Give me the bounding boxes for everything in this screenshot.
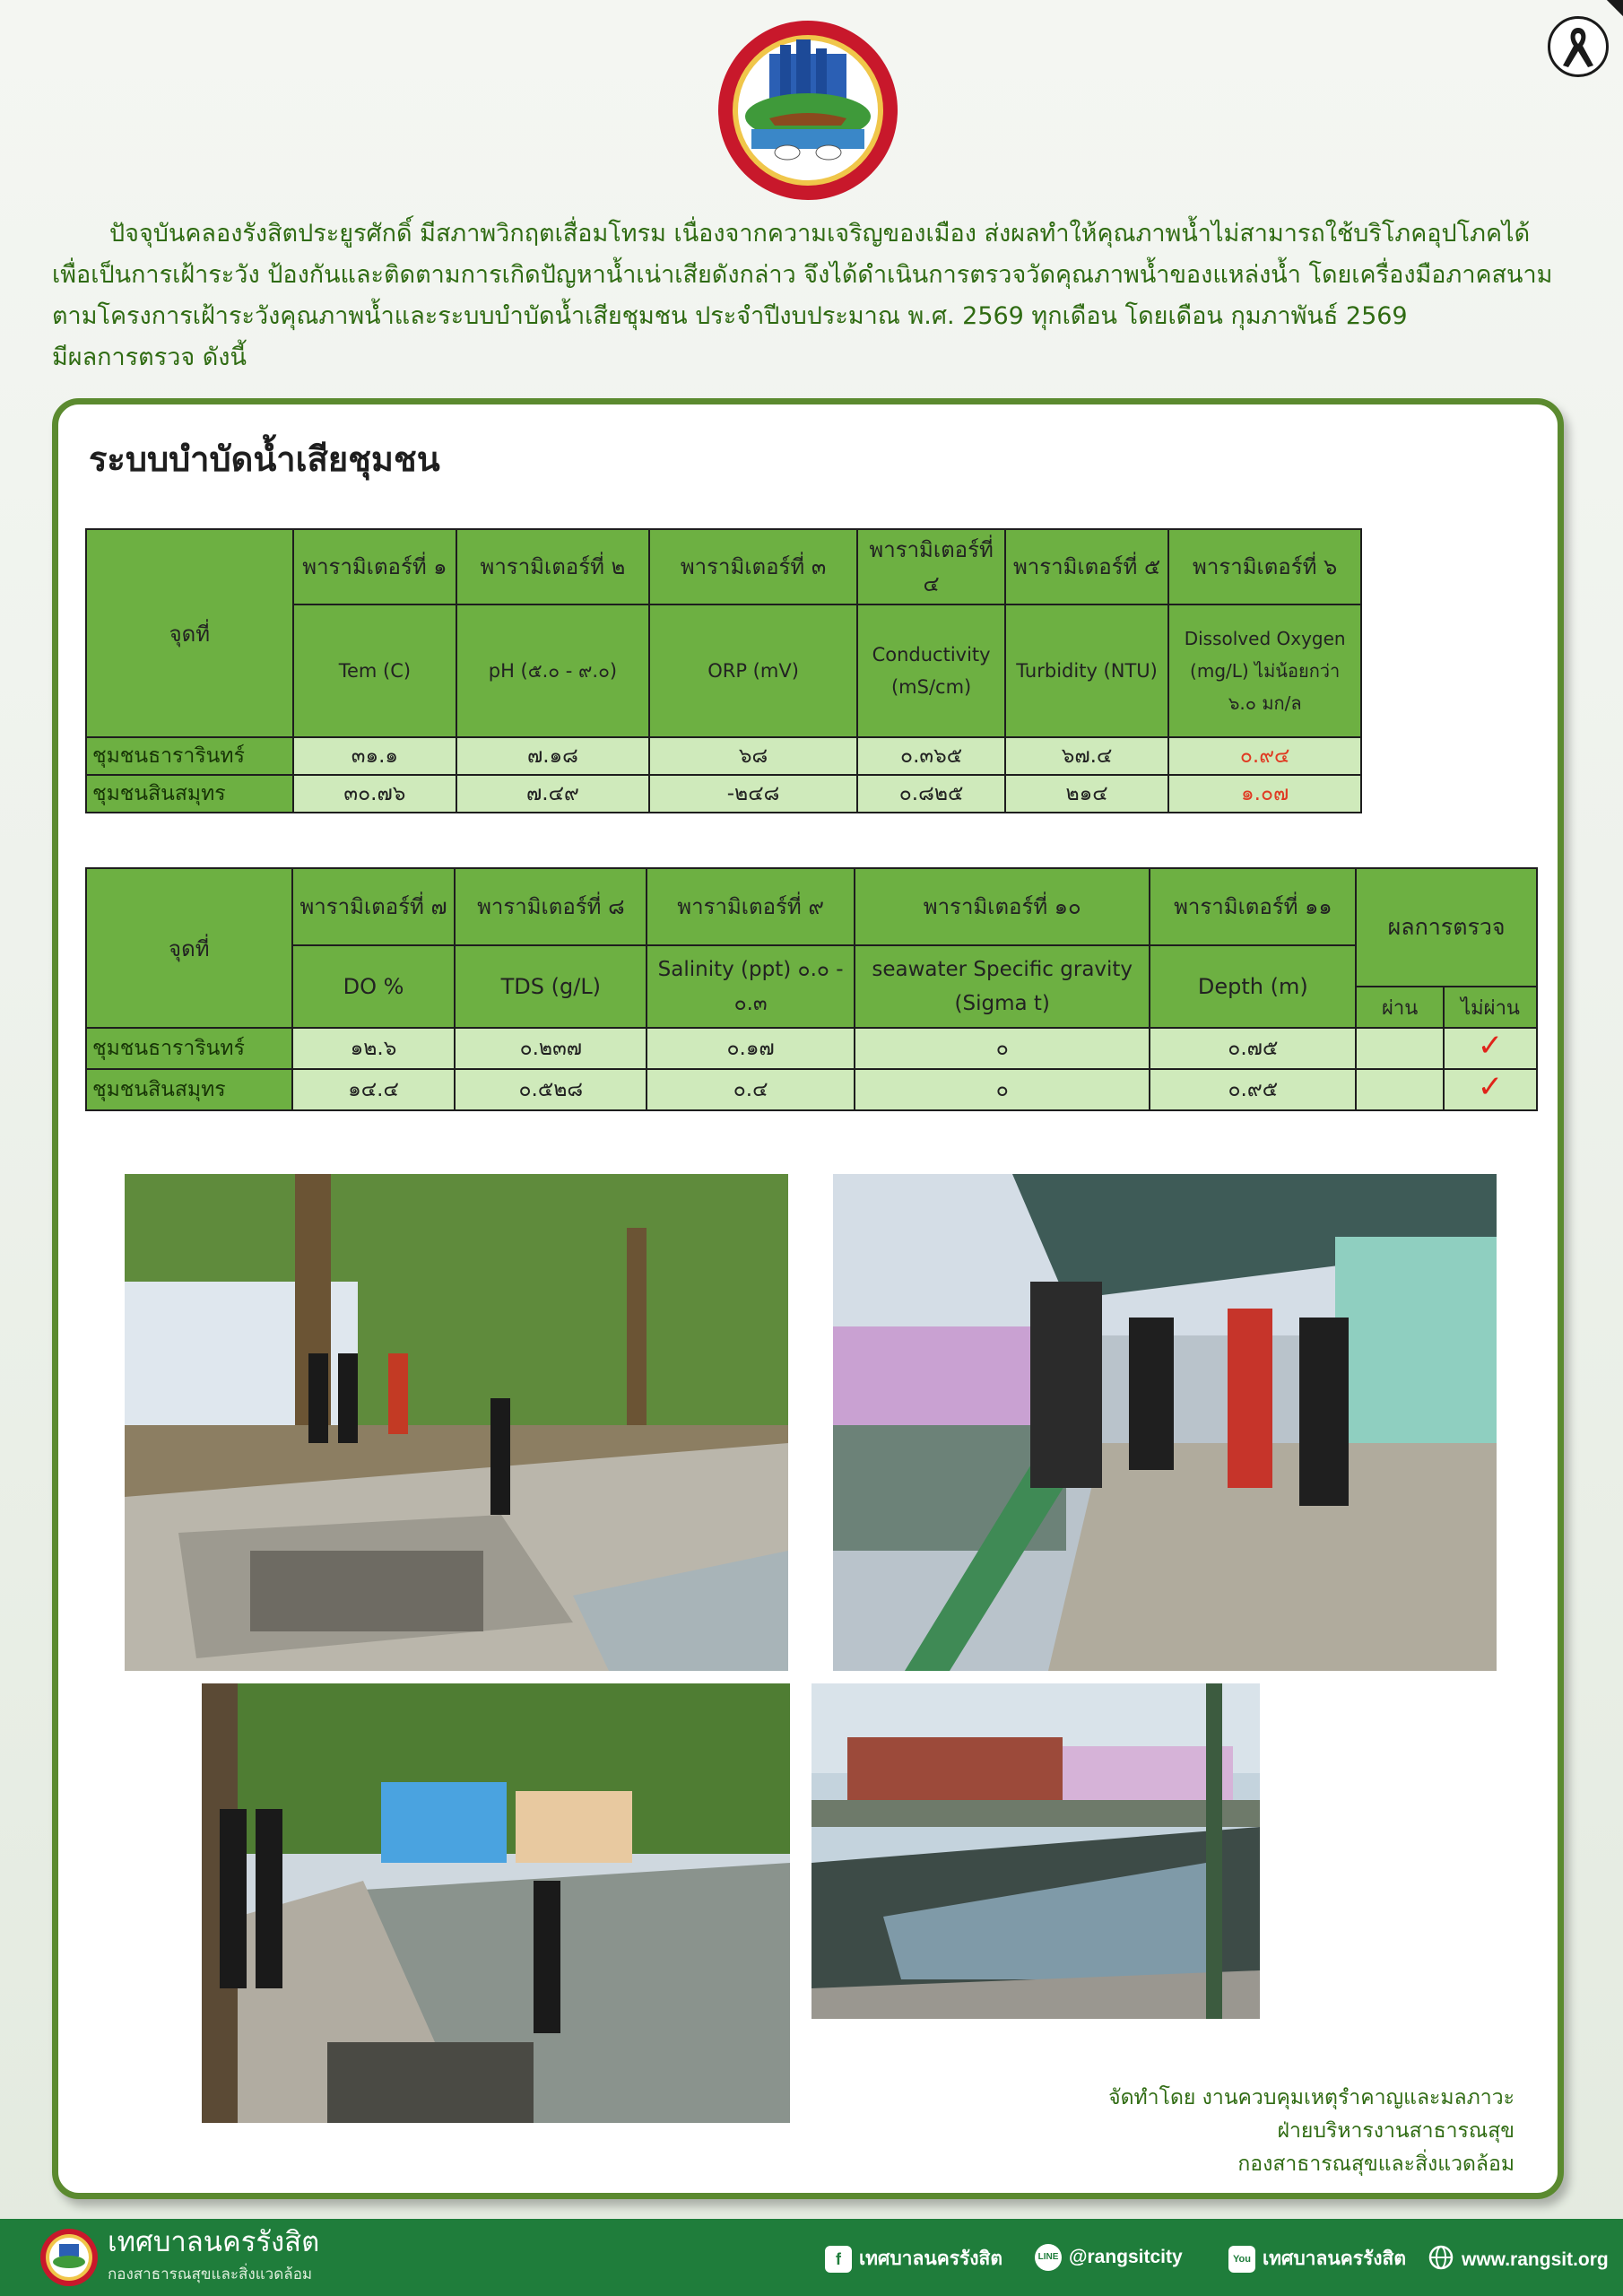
value-cell: ๗.๑๘ — [456, 737, 649, 775]
credit-block — [1108, 2082, 1515, 2181]
location-cell: ชุมชนธารารินทร์ — [86, 737, 293, 775]
results-card — [52, 398, 1564, 2199]
param-label: พารามิเตอร์ที่ ๑๐ — [855, 868, 1150, 945]
table-row — [86, 775, 1361, 813]
value-cell: ๑๔.๔ — [292, 1069, 456, 1110]
mourning-ribbon — [1506, 0, 1623, 117]
intro-line-3: ตามโครงการเฝ้าระวังคุณภาพน้ำและระบบบำบัดน้ำเสียชุมชน ประจำปีงบประมาณ พ.ศ. 2569 ทุกเดือน โดยเดือน กุมภาพันธ์ 2569 — [52, 302, 1408, 330]
footer-emblem — [39, 2228, 99, 2287]
value-cell: ๐.๒๓๗ — [455, 1028, 647, 1069]
location-header: จุดที่ — [86, 529, 293, 737]
value-cell: ๓๑.๑ — [293, 737, 457, 775]
facebook-link[interactable] — [825, 2244, 1002, 2274]
fail-cell — [1444, 1028, 1537, 1069]
parameters-table-2 — [85, 867, 1538, 1111]
youtube-link[interactable] — [1228, 2244, 1406, 2274]
param-name: ORP (mV) — [649, 604, 858, 737]
param-label: พารามิเตอร์ที่ ๑ — [293, 529, 457, 604]
parameters-table-1 — [85, 528, 1362, 813]
param-name: DO % — [292, 945, 456, 1028]
value-cell: ๐ — [855, 1069, 1150, 1110]
youtube-icon: You — [1228, 2246, 1255, 2273]
globe-icon — [1428, 2244, 1454, 2276]
value-cell-warning: ๐.๙๔ — [1168, 737, 1361, 775]
value-cell: ๐.๕๒๘ — [455, 1069, 647, 1110]
value-cell: ๖๘ — [649, 737, 858, 775]
website-link[interactable] — [1428, 2244, 1609, 2276]
param-name: Depth (m) — [1150, 945, 1356, 1028]
fail-header: ไม่ผ่าน — [1444, 987, 1537, 1028]
value-cell: ๖๗.๔ — [1005, 737, 1169, 775]
field-photo-2 — [833, 1174, 1497, 1671]
param-label: พารามิเตอร์ที่ ๖ — [1168, 529, 1361, 604]
facebook-label: เทศบาลนครรังสิต — [859, 2248, 1003, 2269]
footer-org-name: เทศบาลนครรังสิต — [108, 2226, 320, 2257]
facebook-icon: f — [825, 2246, 852, 2273]
param-name: Salinity (ppt) ๐.๐ - ๐.๓ — [647, 945, 855, 1028]
pass-cell — [1356, 1028, 1444, 1069]
pass-header: ผ่าน — [1356, 987, 1444, 1028]
value-cell: ๐.๑๗ — [647, 1028, 855, 1069]
value-cell: ๐.๙๕ — [1150, 1069, 1356, 1110]
fail-cell — [1444, 1069, 1537, 1110]
param-name: Turbidity (NTU) — [1005, 604, 1169, 737]
table-row — [86, 1069, 1537, 1110]
website-label: www.rangsit.org — [1462, 2249, 1609, 2270]
card-title: ระบบบำบัดน้ำเสียชุมชน — [89, 439, 440, 479]
check-mark-icon: ✓ — [1477, 1027, 1504, 1064]
line-icon: LINE — [1035, 2244, 1062, 2271]
black-ribbon-icon — [1548, 16, 1609, 77]
field-photo-3 — [202, 1683, 790, 2123]
value-cell: ๐.๔ — [647, 1069, 855, 1110]
intro-line-2: เพื่อเป็นการเฝ้าระวัง ป้องกันและติดตามการเกิดปัญหาน้ำเน่าเสียดังกล่าว จึงได้ดำเนินการตรวจวัดคุณภาพน้ำของแหล่งน้ำ โดยเครื่องมือภาคสนาม — [52, 261, 1553, 289]
value-cell-warning: ๑.๐๗ — [1168, 775, 1361, 813]
intro-paragraph — [52, 213, 1576, 378]
param-name: TDS (g/L) — [455, 945, 647, 1028]
table-row — [86, 1028, 1537, 1069]
check-mark-icon: ✓ — [1477, 1068, 1504, 1105]
value-cell: ๑๒.๖ — [292, 1028, 456, 1069]
credit-line-1: จัดทำโดย งานควบคุมเหตุรำคาญและมลภาวะ — [1108, 2086, 1515, 2109]
value-cell: ๓๐.๗๖ — [293, 775, 457, 813]
municipality-emblem — [716, 18, 900, 203]
value-cell: ๐.๘๒๕ — [857, 775, 1004, 813]
value-cell: ๐.๓๖๕ — [857, 737, 1004, 775]
intro-line-4: มีผลการตรวจ ดังนี้ — [52, 344, 247, 371]
param-name: seawater Specific gravity (Sigma t) — [855, 945, 1150, 1028]
param-label: พารามิเตอร์ที่ ๗ — [292, 868, 456, 945]
param-label: พารามิเตอร์ที่ ๔ — [857, 529, 1004, 604]
footer-org-sub: กองสาธารณสุขและสิ่งแวดล้อม — [108, 2266, 313, 2283]
value-cell: ๒๑๔ — [1005, 775, 1169, 813]
param-label: พารามิเตอร์ที่ ๑๑ — [1150, 868, 1356, 945]
param-name: Conductivity (mS/cm) — [857, 604, 1004, 737]
result-header: ผลการตรวจ — [1356, 868, 1537, 987]
line-label: @rangsitcity — [1069, 2247, 1183, 2267]
value-cell: -๒๔๘ — [649, 775, 858, 813]
youtube-label: เทศบาลนครรังสิต — [1263, 2248, 1407, 2269]
param-name: Dissolved Oxygen (mg/L) ไม่น้อยกว่า ๖.๐ มก/ล — [1168, 604, 1361, 737]
location-header: จุดที่ — [86, 868, 292, 1028]
field-photo-4 — [812, 1683, 1260, 2019]
intro-line-1: ปัจจุบันคลองรังสิตประยูรศักดิ์ มีสภาพวิกฤตเสื่อมโทรม เนื่องจากความเจริญของเมือง ส่งผลทำให้คุณภาพน้ำไม่สามารถใช้บริโภคอุปโภคได้ — [109, 220, 1531, 248]
value-cell: ๗.๔๙ — [456, 775, 649, 813]
location-cell: ชุมชนธารารินทร์ — [86, 1028, 292, 1069]
param-name: Tem (C) — [293, 604, 457, 737]
param-label: พารามิเตอร์ที่ ๒ — [456, 529, 649, 604]
param-label: พารามิเตอร์ที่ ๕ — [1005, 529, 1169, 604]
table-row — [86, 737, 1361, 775]
line-link[interactable] — [1035, 2244, 1183, 2271]
location-cell: ชุมชนสินสมุทร — [86, 1069, 292, 1110]
field-photo-1 — [125, 1174, 788, 1671]
pass-cell — [1356, 1069, 1444, 1110]
param-name: pH (๕.๐ - ๙.๐) — [456, 604, 649, 737]
param-label: พารามิเตอร์ที่ ๓ — [649, 529, 858, 604]
value-cell: ๐.๗๕ — [1150, 1028, 1356, 1069]
value-cell: ๐ — [855, 1028, 1150, 1069]
param-label: พารามิเตอร์ที่ ๘ — [455, 868, 647, 945]
location-cell: ชุมชนสินสมุทร — [86, 775, 293, 813]
credit-line-3: กองสาธารณสุขและสิ่งแวดล้อม — [1237, 2152, 1515, 2176]
footer-bar — [0, 2219, 1623, 2296]
param-label: พารามิเตอร์ที่ ๙ — [647, 868, 855, 945]
credit-line-2: ฝ่ายบริหารงานสาธารณสุข — [1277, 2119, 1515, 2143]
